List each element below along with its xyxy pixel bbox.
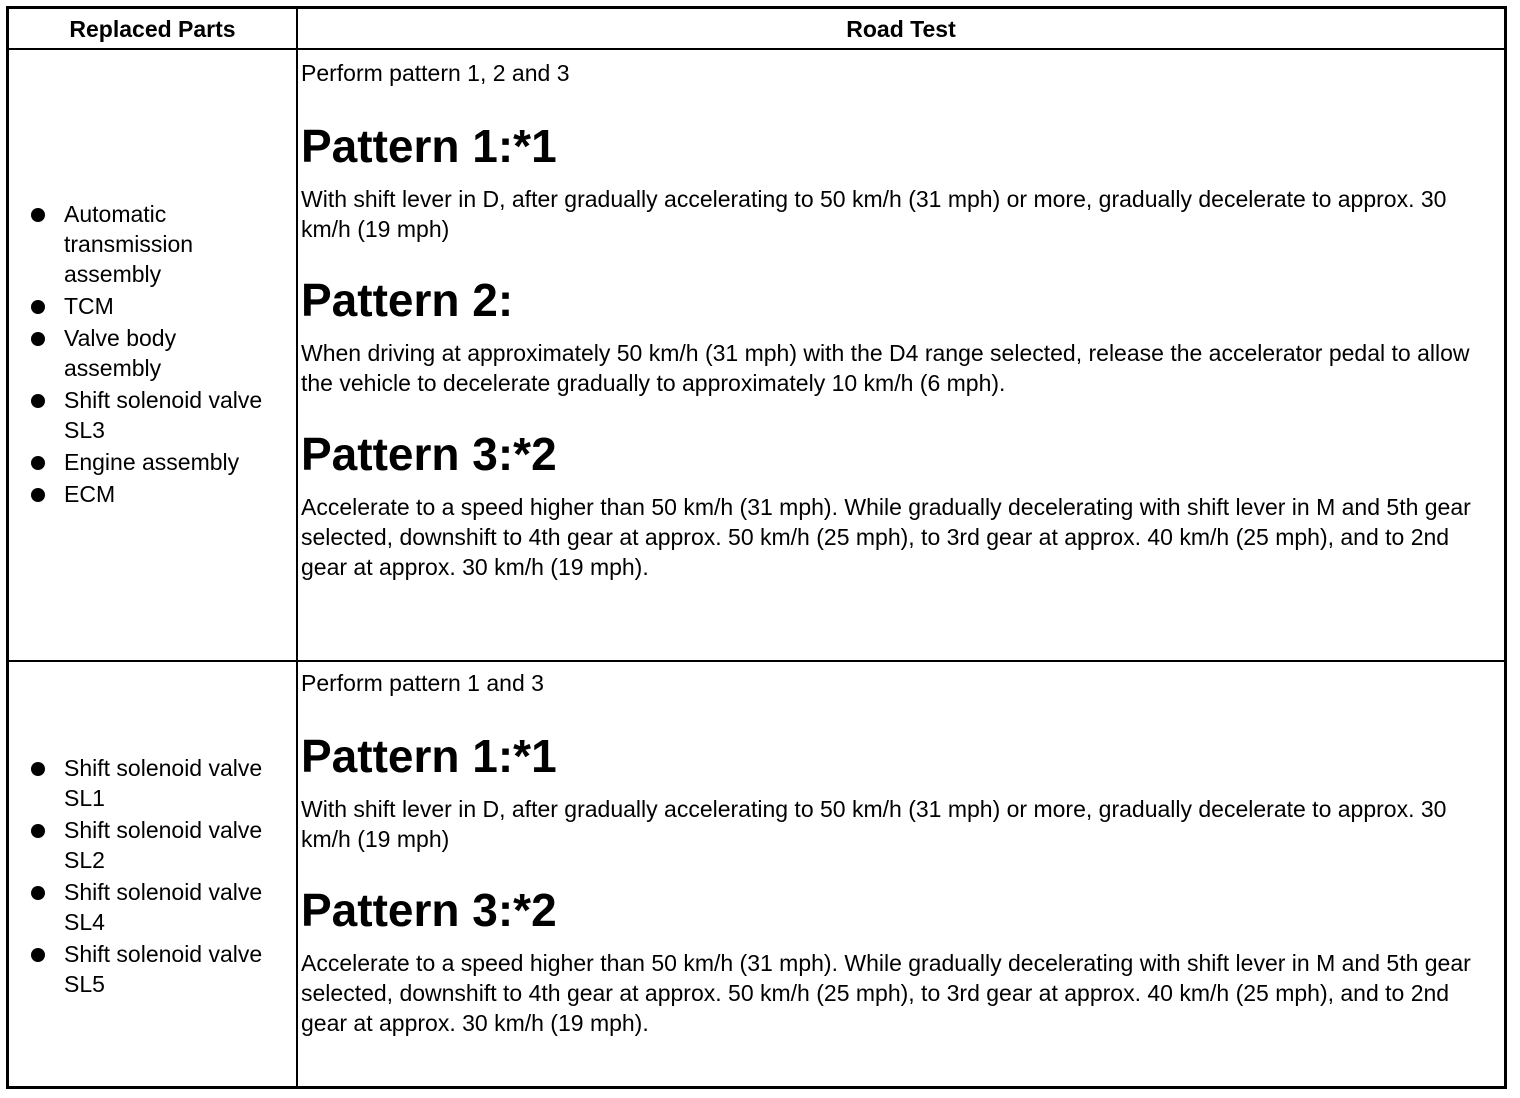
bullet-icon <box>31 456 45 470</box>
list-item: TCM <box>31 291 293 321</box>
bullet-icon <box>31 886 45 900</box>
list-item: Valve body assembly <box>31 323 234 383</box>
row-1-parts-list <box>31 199 293 511</box>
bullet-icon <box>31 762 45 776</box>
pattern-text: When driving at approximately 50 km/h (31 mph) with the D4 range selected, release the accelerator pedal to allow the vehicle to decelerate gradually to approximately 10 km/h (6 mph). <box>301 340 1470 396</box>
road-test-intro: Perform pattern 1, 2 and 3 <box>301 60 570 86</box>
pattern-title: Pattern 3:*2 <box>301 884 557 936</box>
road-test-intro: Perform pattern 1 and 3 <box>301 670 544 696</box>
list-item: Engine assembly <box>31 447 293 477</box>
header-replaced-parts: Replaced Parts <box>69 16 236 42</box>
pattern-text: Accelerate to a speed higher than 50 km/h (31 mph). While gradually decelerating with shift lever in M and 5th gear selected, downshift to 4th gear at approx. 50 km/h (25 mph), to 3rd gear at approx. 40 km/h (25 mph), and to 2nd gear at approx. 30 km/h (19 mph). <box>301 950 1471 1036</box>
pattern-text: Accelerate to a speed higher than 50 km/h (31 mph). While gradually decelerating with shift lever in M and 5th gear selected, downshift to 4th gear at approx. 50 km/h (25 mph), to 3rd gear at approx. 40 km/h (25 mph), and to 2nd gear at approx. 30 km/h (19 mph). <box>301 494 1471 580</box>
bullet-icon <box>31 332 45 346</box>
row-divider <box>9 660 1504 662</box>
pattern-text: With shift lever in D, after gradually accelerating to 50 km/h (31 mph) or more, gradually decelerate to approx. 30 km/h (19 mph) <box>301 796 1447 852</box>
row-2-parts-list <box>31 753 293 1001</box>
list-item: Shift solenoid valve SL3 <box>31 385 289 445</box>
bullet-icon <box>31 208 45 222</box>
pattern-title: Pattern 1:*1 <box>301 730 557 782</box>
bullet-icon <box>31 300 45 314</box>
list-item: Shift solenoid valve SL2 <box>31 815 289 875</box>
pattern-text: With shift lever in D, after gradually accelerating to 50 km/h (31 mph) or more, gradually decelerate to approx. 30 km/h (19 mph) <box>301 186 1447 242</box>
list-item: ECM <box>31 479 293 509</box>
list-item: Shift solenoid valve SL1 <box>31 753 289 813</box>
table-header-row <box>9 9 1504 50</box>
road-test-table <box>6 6 1507 1089</box>
row-1-road-test <box>301 58 1501 582</box>
list-item: Automatic transmission assembly <box>31 199 234 289</box>
bullet-icon <box>31 824 45 838</box>
header-road-test: Road Test <box>846 16 956 42</box>
bullet-icon <box>31 948 45 962</box>
row-2-road-test <box>301 668 1501 1038</box>
pattern-title: Pattern 1:*1 <box>301 120 557 172</box>
bullet-icon <box>31 394 45 408</box>
list-item: Shift solenoid valve SL5 <box>31 939 289 999</box>
pattern-title: Pattern 2: <box>301 274 514 326</box>
bullet-icon <box>31 488 45 502</box>
pattern-title: Pattern 3:*2 <box>301 428 557 480</box>
list-item: Shift solenoid valve SL4 <box>31 877 289 937</box>
column-divider <box>296 9 298 1086</box>
